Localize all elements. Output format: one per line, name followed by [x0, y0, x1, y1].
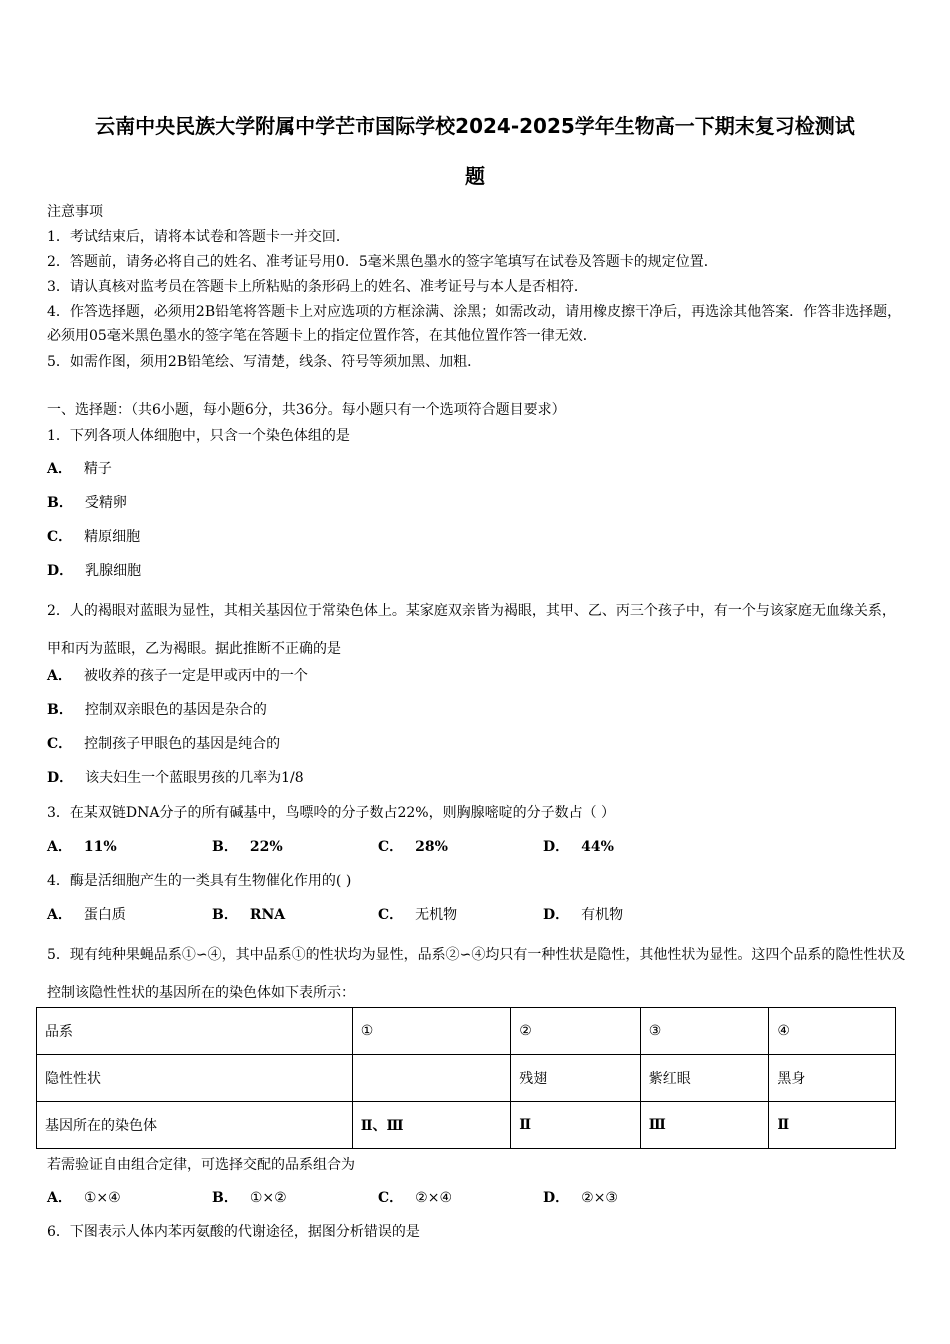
q4-option-b — [212, 904, 285, 926]
q4-option-a — [47, 904, 126, 926]
option-label: B． — [212, 907, 238, 923]
q4-option-c — [378, 904, 457, 926]
note-item: 4．作答选择题，必须用2B铅笔将答题卡上对应选项的方框涂满、涂黑；如需改动，请用橡皮擦干净后，再选涂其他答案．作答非选择题，必须用05毫米黑色墨水的签字笔在答题卡上的指定位置作答，在其他位置作答一律无效． — [47, 304, 902, 344]
q3-option-b — [212, 836, 283, 858]
notes-heading: 注意事项 — [47, 204, 103, 220]
option-label: C． — [47, 529, 73, 545]
option-text: 被收养的孩子一定是甲或丙中的一个 — [83, 668, 308, 684]
q3-option-c — [378, 836, 448, 858]
q1-option-d — [47, 560, 141, 582]
option-text: 乳腺细胞 — [85, 563, 142, 579]
option-label: A． — [47, 839, 72, 855]
table-cell: 基因所在的染色体 — [37, 1102, 353, 1149]
question-4-stem: 4．酶是活细胞产生的一类具有生物催化作用的( ) — [47, 873, 352, 889]
option-text: ①×② — [249, 1190, 287, 1206]
table-cell: 品系 — [37, 1008, 353, 1055]
table-cell: ④ — [769, 1008, 896, 1055]
table-cell: ② — [511, 1008, 641, 1055]
q2-option-d — [47, 767, 304, 789]
document-title: 云南中央民族大学附属中学芒市国际学校2024-2025学年生物高一下期末复习检测试 — [95, 114, 855, 138]
option-label: C． — [47, 736, 73, 752]
q2-option-b — [47, 699, 267, 721]
option-text: 44% — [581, 839, 614, 855]
option-text: 该夫妇生一个蓝眼男孩的几率为1/8 — [85, 770, 304, 786]
option-label: B． — [212, 839, 238, 855]
q2-option-a — [47, 665, 308, 687]
q5-option-d — [543, 1187, 618, 1209]
q2-option-c — [47, 733, 280, 755]
option-text: RNA — [249, 907, 286, 923]
option-text: ①×④ — [83, 1190, 121, 1206]
option-label: D． — [47, 770, 74, 786]
option-label: A． — [47, 668, 72, 684]
option-text: 22% — [249, 839, 283, 855]
option-text: 控制双亲眼色的基因是杂合的 — [84, 702, 267, 718]
option-text: ②×③ — [581, 1190, 618, 1206]
table-row — [37, 1008, 896, 1055]
question-5-followup: 若需验证自由组合定律，可选择交配的品系组合为 — [47, 1157, 355, 1173]
strain-table — [36, 1007, 896, 1149]
table-row — [37, 1055, 896, 1102]
option-text: 无机物 — [415, 907, 458, 923]
option-text: 28% — [415, 839, 448, 855]
option-label: B． — [212, 1190, 238, 1206]
option-text: 11% — [83, 839, 117, 855]
table-cell: Ⅱ — [769, 1102, 896, 1149]
option-label: B． — [47, 495, 73, 511]
table-row — [37, 1102, 896, 1149]
q5-option-a — [47, 1187, 121, 1209]
note-item: 3．请认真核对监考员在答题卡上所粘贴的条形码上的姓名、准考证号与本人是否相符． — [47, 279, 588, 295]
table-cell: 紫红眼 — [640, 1055, 769, 1102]
document-title-continued: 题 — [465, 164, 485, 188]
section-heading: 一、选择题：（共6小题，每小题6分，共36分。每小题只有一个选项符合题目要求） — [47, 402, 566, 418]
option-label: D． — [543, 907, 570, 923]
option-label: C． — [378, 839, 404, 855]
note-item: 5．如需作图，须用2B铅笔绘、写清楚，线条、符号等须加黑、加粗． — [47, 354, 482, 370]
table-cell: Ⅱ、Ⅲ — [352, 1102, 510, 1149]
table-cell: 黑身 — [769, 1055, 896, 1102]
option-label: D． — [543, 1190, 570, 1206]
table-cell: ③ — [640, 1008, 769, 1055]
option-text: ②×④ — [415, 1190, 452, 1206]
q5-option-c — [378, 1187, 452, 1209]
question-2-stem: 2．人的褐眼对蓝眼为显性，其相关基因位于常染色体上。某家庭双亲皆为褐眼，其甲、乙、丙三个孩子中，有一个与该家庭无血缘关系，甲和丙为蓝眼，乙为褐眼。据此推断不正确的是 — [47, 603, 896, 657]
table-cell: Ⅲ — [640, 1102, 769, 1149]
option-text: 控制孩子甲眼色的基因是纯合的 — [84, 736, 281, 752]
option-label: C． — [378, 1190, 404, 1206]
question-3-stem: 3．在某双链DNA分子的所有碱基中，鸟嘌呤的分子数占22%，则胸腺嘧啶的分子数占（ ） — [47, 805, 616, 821]
table-cell — [352, 1055, 510, 1102]
question-6-stem: 6．下图表示人体内苯丙氨酸的代谢途径，据图分析错误的是 — [47, 1224, 420, 1240]
option-text: 受精卵 — [84, 495, 127, 511]
option-label: D． — [47, 563, 74, 579]
note-item: 1．考试结束后，请将本试卷和答题卡一并交回． — [47, 229, 350, 245]
table-cell: 残翅 — [511, 1055, 641, 1102]
option-label: C． — [378, 907, 404, 923]
q3-option-d — [543, 836, 614, 858]
option-text: 蛋白质 — [83, 907, 126, 923]
q1-option-a — [47, 458, 112, 480]
q1-option-c — [47, 526, 140, 548]
table-cell: ① — [352, 1008, 510, 1055]
q1-option-b — [47, 492, 127, 514]
q4-option-d — [543, 904, 623, 926]
option-label: A． — [47, 907, 72, 923]
note-item: 2．答题前，请务必将自己的姓名、准考证号用0．5毫米黑色墨水的签字笔填写在试卷及答题卡的规定位置． — [47, 254, 718, 270]
option-label: D． — [543, 839, 570, 855]
question-5-stem: 5．现有纯种果蝇品系①∽④，其中品系①的性状均为显性，品系②∽④均只有一种性状是隐性，其他性状为显性。这四个品系的隐性性状及控制该隐性性状的基因所在的染色体如下表所示： — [47, 947, 906, 1001]
option-text: 精原细胞 — [84, 529, 141, 545]
table-cell: Ⅱ — [511, 1102, 641, 1149]
question-1-stem: 1．下列各项人体细胞中，只含一个染色体组的是 — [47, 428, 350, 444]
q3-option-a — [47, 836, 117, 858]
option-text: 精子 — [83, 461, 112, 477]
table-cell: 隐性性状 — [37, 1055, 353, 1102]
option-label: B． — [47, 702, 73, 718]
option-label: A． — [47, 461, 72, 477]
option-label: A． — [47, 1190, 72, 1206]
q5-option-b — [212, 1187, 287, 1209]
option-text: 有机物 — [581, 907, 624, 923]
